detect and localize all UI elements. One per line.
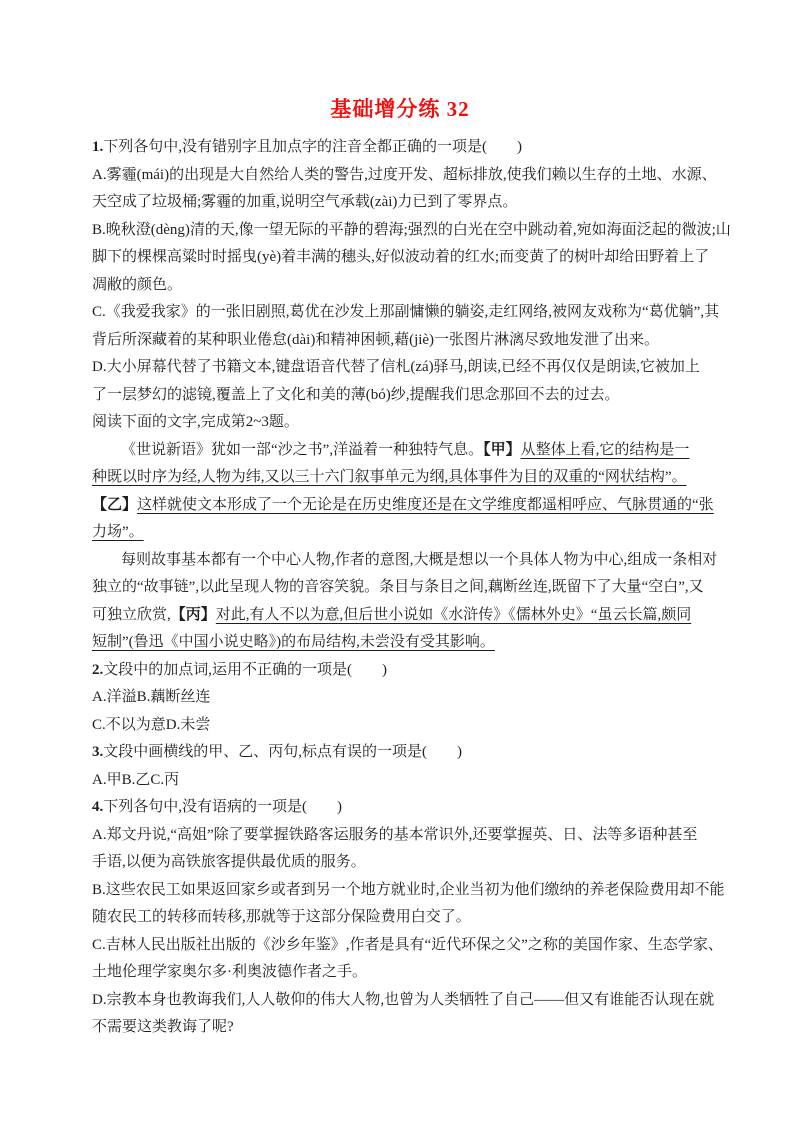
q4-option-c-cont bbox=[92, 959, 720, 987]
text-segment: 阅读下面的文字,完成第2~3题。 bbox=[92, 414, 299, 430]
page-title: 基础增分练 32 bbox=[330, 97, 470, 121]
text-segment: 不需要这类教诲了呢? bbox=[92, 1019, 234, 1035]
text-segment: 《世说新语》犹如一部“沙之书”,洋溢着一种独特气息。 bbox=[121, 441, 484, 458]
q1-option-b-cont bbox=[92, 272, 720, 300]
q3-stem bbox=[92, 739, 720, 767]
text-segment: D.未尝 bbox=[165, 716, 211, 733]
q1-option-a-cont bbox=[92, 189, 720, 217]
q1-option-c bbox=[92, 299, 720, 327]
text-segment: 这样就使文本形成了一个无论是在历史维度还是在文学维度都遥相呼应、气脉贯通的“张 bbox=[137, 496, 714, 513]
q3-options-row bbox=[92, 767, 720, 795]
text-segment: 从整体上看,它的结构是一 bbox=[520, 441, 690, 458]
text-segment: 凋敝的颜色。 bbox=[92, 276, 183, 293]
text-segment: B.这些农民工如果返回家乡或者到另一个地方就业时,企业当初为他们缴纳的养老保险费用却不能 bbox=[92, 881, 725, 898]
text-segment: 手语,以便为高铁旅客提供最优质的服务。 bbox=[92, 854, 366, 870]
text-segment: 天空成了垃圾桶;雾霾的加重,说明空气承载(zài)力已到了零界点。 bbox=[92, 194, 518, 210]
text-segment: B.藕断丝连 bbox=[136, 689, 211, 705]
text-segment: 每则故事基本都有一个中心人物,作者的意图,大概是想以一个具体人物为中心,组成一条相对 bbox=[121, 551, 718, 568]
text-segment: A.郑文丹说,“高姐”除了要掌握铁路客运服务的基本常识外,还要掌握英、日、法等多语种甚至 bbox=[92, 826, 698, 843]
document-body bbox=[92, 134, 731, 1042]
text-segment: 文段中的加点词,运用不正确的一项是( ) bbox=[103, 661, 387, 678]
text-segment: D.宗教本身也教诲我们,人人敬仰的伟大人物,也曾为人类牺牲了自己——但又有谁能否认现在就 bbox=[92, 991, 715, 1008]
passage-line bbox=[92, 547, 720, 575]
text-segment: 背后所深藏着的某种职业倦怠(dài)和精神困顿,藉(jiè)一张图片淋漓尽致地发泄了出来。 bbox=[92, 331, 660, 348]
q4-option-b bbox=[92, 877, 725, 905]
text-segment: C.不以为意 bbox=[92, 716, 166, 733]
q2-stem bbox=[92, 657, 720, 685]
passage-line bbox=[92, 492, 720, 520]
reading-instruction bbox=[92, 409, 720, 437]
text-segment: 【乙】 bbox=[92, 496, 138, 513]
text-segment: 独立的“故事链”,以此呈现人物的音容笑貌。条目与条目之间,藕断丝连,既留下了大量“空白”,又 bbox=[92, 579, 704, 595]
q1-option-b bbox=[92, 217, 731, 245]
text-segment: 了一层梦幻的滤镜,覆盖上了文化和美的薄(bó)纱,提醒我们思念那回不去的过去。 bbox=[92, 386, 620, 403]
passage-line bbox=[92, 629, 720, 657]
text-segment: C.丙 bbox=[150, 771, 180, 788]
text-segment: C.吉林人民出版社出版的《沙乡年鉴》,作者是具有“近代环保之父”之称的美国作家、生态学家、 bbox=[92, 936, 723, 953]
q4-option-d-cont bbox=[92, 1014, 720, 1042]
q1-stem bbox=[92, 134, 720, 162]
q1-option-c-cont bbox=[92, 327, 720, 355]
q4-option-a-cont bbox=[92, 849, 720, 877]
text-segment: 短制”(鲁迅《中国小说史略》)的布局结构,未尝没有受其影响。 bbox=[92, 634, 495, 650]
text-segment: 3. bbox=[92, 744, 104, 760]
text-segment: 土地伦理学家奥尔多·利奥波德作者之手。 bbox=[92, 964, 367, 980]
passage-line bbox=[92, 574, 720, 602]
q1-option-d-cont bbox=[92, 382, 720, 410]
text-segment: A.甲 bbox=[92, 771, 122, 788]
text-segment: 可独立欣赏, bbox=[92, 606, 171, 623]
q4-option-b-cont bbox=[92, 904, 720, 932]
passage-line bbox=[92, 464, 720, 492]
q1-option-b-cont bbox=[92, 244, 720, 272]
passage-line bbox=[92, 519, 720, 547]
text-segment: 4. bbox=[92, 799, 104, 815]
q1-option-a bbox=[92, 162, 720, 190]
q1-option-d bbox=[92, 354, 720, 382]
text-segment: 力场”。 bbox=[92, 524, 144, 540]
text-segment: 下列各句中,没有错别字且加点字的注音全都正确的一项是( ) bbox=[103, 139, 522, 155]
text-segment: A.洋溢 bbox=[92, 689, 137, 705]
text-segment: 下列各句中,没有语病的一项是( ) bbox=[103, 799, 342, 815]
text-segment: 随农民工的转移而转移,那就等于这部分保险费用白交了。 bbox=[92, 909, 471, 925]
q4-option-c bbox=[92, 932, 723, 960]
text-segment: B.晚秋澄(dèng)清的天,像一望无际的平静的碧海;强烈的白光在空中跳动着,宛如海面泛起的微波;山 bbox=[92, 221, 731, 238]
q2-options-row bbox=[92, 684, 720, 712]
text-segment: C.《我爱我家》的一张旧剧照,葛优在沙发上那副慵懒的躺姿,走红网络,被网友戏称为“葛优躺”,其 bbox=[92, 304, 720, 320]
text-segment: 1. bbox=[92, 139, 104, 155]
text-segment: 脚下的棵棵高粱时时摇曳(yè)着丰满的穗头,好似波动着的红水;而变黄了的树叶却给田野着上了 bbox=[92, 249, 710, 265]
text-segment: 对此,有人不以为意,但后世小说如《水浒传》《儒林外史》“虽云长篇,颇同 bbox=[215, 606, 692, 623]
q4-stem bbox=[92, 794, 720, 822]
text-segment: D.大小屏幕代替了书籍文本,键盘语音代替了信札(zá)驿马,朗读,已经不再仅仅是朗读,它被加上 bbox=[92, 359, 700, 375]
text-segment: 文段中画横线的甲、乙、丙句,标点有误的一项是( ) bbox=[103, 744, 462, 760]
text-segment: A.雾霾(mái)的出现是大自然给人类的警告,过度开发、超标排放,使我们赖以生存的土地、水源、 bbox=[92, 166, 717, 183]
text-segment: 2. bbox=[92, 661, 104, 678]
text-segment: B.乙 bbox=[121, 771, 151, 788]
q2-options-row bbox=[92, 712, 720, 740]
q4-option-a bbox=[92, 822, 720, 850]
passage-line bbox=[92, 437, 720, 465]
text-segment: 【丙】 bbox=[170, 606, 216, 623]
q4-option-d bbox=[92, 987, 720, 1015]
passage-line bbox=[92, 602, 720, 630]
text-segment: 种既以时序为经,人物为纬,又以三十六门叙事单元为纲,具体事件为目的双重的“网状结构”。 bbox=[92, 469, 687, 485]
text-segment: 【甲】 bbox=[483, 441, 521, 458]
